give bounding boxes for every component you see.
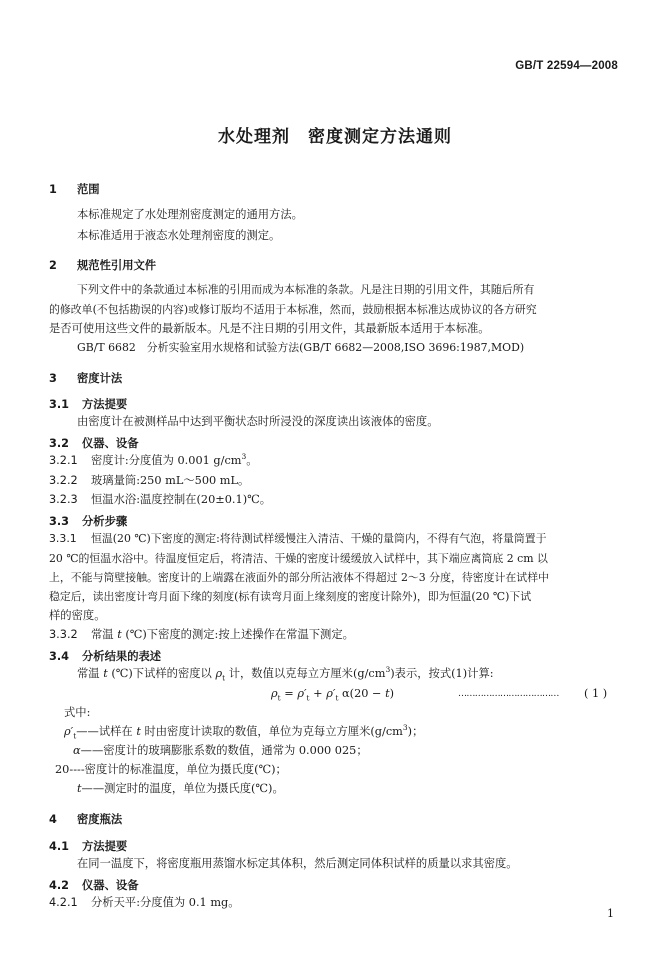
item-number: 3.2.2 (49, 474, 78, 487)
paragraph (77, 667, 494, 681)
section-number: 4 (49, 813, 57, 826)
operator: = (280, 687, 298, 700)
item-3-3-2 (49, 628, 354, 642)
equation-1 (271, 687, 394, 701)
page-number: 1 (607, 907, 614, 920)
item-text-end: 。 (246, 454, 258, 467)
superscript: 3 (385, 665, 391, 675)
equation-number: ( 1 ) (584, 687, 608, 700)
text: ——密度计的玻璃膨胀系数的数值，通常为 0.000 025； (80, 744, 368, 757)
subscript: t (222, 673, 226, 683)
paragraph-line: 上，不能与筒壁接触。密度计的上端露在液面外的部分所沾液体不得超过 2～3 分度，待密度计在试样中 (49, 571, 549, 584)
expression: ) (389, 687, 395, 700)
subsection-4-1-heading (49, 838, 127, 854)
subscript: t (335, 693, 339, 703)
symbol: 20 (55, 763, 70, 776)
subsection-number: 3.4 (49, 650, 70, 663)
section-title: 规范性引用文件 (77, 259, 157, 272)
definition-20 (55, 763, 287, 777)
operator: + (309, 687, 327, 700)
text: )表示，按式(1)计算: (390, 667, 494, 680)
item-3-2-1 (49, 454, 258, 468)
text: ——测定时的温度，单位为摄氏度(℃)。 (81, 782, 284, 795)
text: 常温 (77, 667, 104, 680)
item-text: 密度计:分度值为 0.001 g/cm (91, 454, 242, 467)
item-text: 恒温(20 ℃)下密度的测定:将待测试样缓慢注入清洁、干燥的量筒内，不得有气泡，将量筒置于 (91, 532, 547, 545)
subsection-title: 仪器、设备 (82, 437, 139, 450)
subsection-number: 3.1 (49, 398, 70, 411)
variable-rho-prime: ρ′ (64, 725, 74, 738)
section-2-heading (49, 257, 156, 273)
subsection-title: 方法提要 (82, 840, 128, 853)
section-number: 2 (49, 259, 57, 272)
item-4-2-1 (49, 896, 240, 910)
subsection-3-2-heading (49, 435, 139, 451)
item-text: 玻璃量筒:250 mL～500 mL。 (91, 474, 250, 487)
definition-rho-prime (64, 725, 423, 739)
normative-reference: GB/T 6682 分析实验室用水规格和试验方法(GB/T 6682—2008,ISO 3696:1987,MOD) (77, 341, 525, 354)
text: (℃)下试样的密度以 (107, 667, 216, 680)
item-3-2-2 (49, 474, 249, 488)
definition-t (77, 782, 284, 796)
subsection-3-3-heading (49, 513, 127, 529)
item-text: (℃)下密度的测定:按上述操作在常温下测定。 (121, 628, 354, 641)
text: ----密度计的标准温度，单位为摄氏度(℃)； (69, 763, 287, 776)
variable-t: t (385, 687, 390, 700)
section-4-heading (49, 811, 122, 827)
variable-t: t (136, 725, 141, 738)
paragraph-line: 样的密度。 (49, 609, 106, 622)
variable-t: t (117, 628, 122, 641)
standard-code: GB/T 22594—2008 (515, 60, 618, 72)
subsection-number: 3.2 (49, 437, 70, 450)
definition-alpha (73, 744, 368, 758)
item-number: 3.3.2 (49, 628, 78, 641)
text: 时由密度计读取的数值，单位为克每立方厘米(g/cm (140, 725, 403, 738)
paragraph: 在同一温度下，将密度瓶用蒸馏水标定其体积，然后测定同体积试样的质量以求其密度。 (77, 857, 518, 870)
variable-alpha: α (73, 744, 81, 757)
section-title: 密度瓶法 (77, 813, 123, 826)
paragraph-line: 稳定后，读出密度计弯月面下缘的刻度(标有读弯月面上缘刻度的密度计除外)，即为恒温(20 ℃)下试 (49, 590, 532, 603)
item-number: 3.2.1 (49, 454, 78, 467)
paragraph-line: 20 ℃的恒温水浴中。待温度恒定后，将清洁、干燥的密度计缓缓放入试样中，其下端应离筒底 2 cm 以 (49, 552, 548, 565)
where-label: 式中: (64, 706, 91, 719)
subsection-4-2-heading (49, 877, 139, 893)
paragraph: 本标准规定了水处理剂密度测定的通用方法。 (77, 208, 303, 221)
section-1-heading (49, 181, 100, 197)
item-number: 3.2.3 (49, 493, 78, 506)
item-text: 分析天平:分度值为 0.1 mg。 (91, 896, 240, 909)
paragraph-line: 的修改单(不包括勘误的内容)或修订版均不适用于本标准，然而，鼓励根据本标准达成协议的各方研究 (49, 303, 537, 316)
variable-rho-prime: ρ′ (326, 687, 336, 700)
section-3-heading (49, 370, 122, 386)
subscript: t (73, 731, 77, 741)
variable-t: t (77, 782, 82, 795)
text: )； (407, 725, 424, 738)
subsection-3-4-heading (49, 648, 161, 664)
subsection-title: 分析结果的表述 (82, 650, 162, 663)
subsection-title: 分析步骤 (82, 515, 128, 528)
variable-rho: ρ (271, 687, 278, 700)
item-number: 4.2.1 (49, 896, 78, 909)
text: ——试样在 (76, 725, 137, 738)
item-text: 恒温水浴:温度控制在(20±0.1)℃。 (91, 493, 272, 506)
section-number: 1 (49, 183, 57, 196)
subsection-title: 仪器、设备 (82, 879, 139, 892)
subsection-number: 4.1 (49, 840, 70, 853)
superscript: 3 (241, 452, 247, 462)
subscript: t (306, 693, 310, 703)
document-title: 水处理剂 密度测定方法通则 (218, 127, 452, 147)
subscript: t (277, 693, 281, 703)
expression: α(20 − (338, 687, 386, 700)
subsection-number: 3.3 (49, 515, 70, 528)
variable-rho: ρ (215, 667, 223, 680)
text: 计，数值以克每立方厘米(g/cm (225, 667, 386, 680)
superscript: 3 (402, 723, 408, 733)
section-title: 范围 (77, 183, 100, 196)
paragraph: 本标准适用于液态水处理剂密度的测定。 (77, 229, 281, 242)
paragraph-line: 是否可使用这些文件的最新版本。凡是不注日期的引用文件，其最新版本适用于本标准。 (49, 322, 490, 335)
paragraph-line: 下列文件中的条款通过本标准的引用而成为本标准的条款。凡是注日期的引用文件，其随后所有 (77, 283, 535, 296)
subsection-3-1-heading (49, 396, 127, 412)
subsection-number: 4.2 (49, 879, 70, 892)
variable-rho-prime: ρ′ (297, 687, 307, 700)
item-text: 常温 (91, 628, 118, 641)
item-3-3-1 (49, 532, 547, 546)
item-3-2-3 (49, 493, 271, 507)
subsection-title: 方法提要 (82, 398, 128, 411)
item-number: 3.3.1 (49, 532, 77, 545)
equation-leader-dots: ……………………………… (458, 689, 559, 699)
paragraph: 由密度计在被测样品中达到平衡状态时所浸没的深度读出该液体的密度。 (77, 415, 439, 428)
variable-t: t (103, 667, 108, 680)
section-title: 密度计法 (77, 372, 123, 385)
section-number: 3 (49, 372, 57, 385)
